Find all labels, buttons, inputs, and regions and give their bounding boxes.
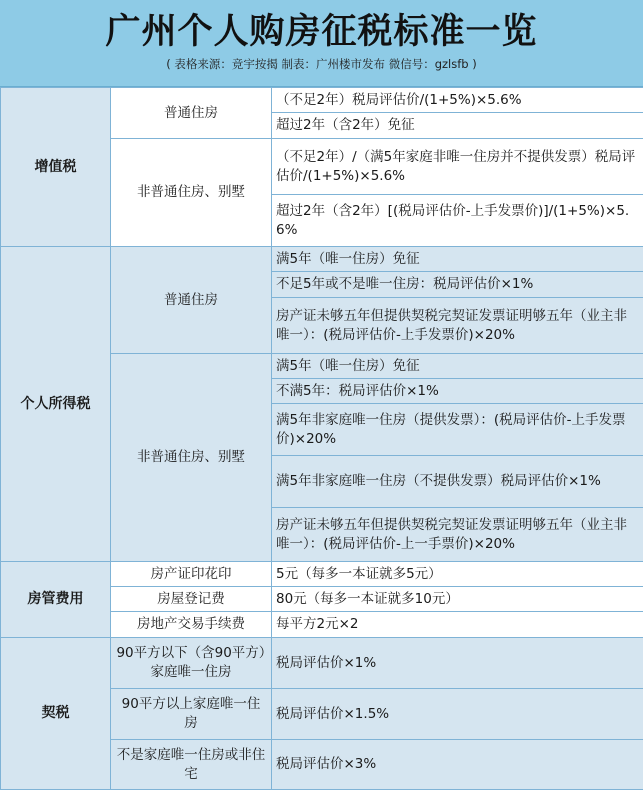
deed-tax-label: 90平方以下（含90平方）家庭唯一住房	[111, 638, 272, 689]
table-row	[1, 247, 643, 272]
income-ordinary-rule: 满5年（唯一住房）免征	[272, 247, 643, 272]
housing-fee-rule: 80元（每多一本证就多10元）	[272, 587, 643, 612]
housing-fee-label: 房屋登记费	[111, 587, 272, 612]
income-non-ordinary-rule: 不满5年：税局评估价×1%	[272, 379, 643, 404]
vat-non-ordinary-rule: 超过2年（含2年）[(税局评估价-上手发票价)]/(1+5%)×5.6%	[272, 195, 643, 247]
vat-non-ordinary-label: 非普通住房、别墅	[111, 139, 272, 247]
income-ordinary-rule: 房产证未够五年但提供契税完契证发票证明够五年（业主非唯一）：(税局评估价-上手发票价)×20%	[272, 298, 643, 354]
deed-tax-label: 90平方以上家庭唯一住房	[111, 689, 272, 740]
income-non-ordinary-rule: 满5年非家庭唯一住房（不提供发票）税局评估价×1%	[272, 456, 643, 508]
deed-tax-rule: 税局评估价×1%	[272, 638, 643, 689]
housing-fee-rule: 每平方2元×2	[272, 612, 643, 638]
income-non-ordinary-rule: 房产证未够五年但提供契税完契证发票证明够五年（业主非唯一）：(税局评估价-上一手票价)×20%	[272, 508, 643, 562]
vat-ordinary-label: 普通住房	[111, 88, 272, 139]
income-non-ordinary-label: 非普通住房、别墅	[111, 354, 272, 562]
deed-tax-rule: 税局评估价×1.5%	[272, 689, 643, 740]
category-vat: 增值税	[1, 88, 111, 247]
income-non-ordinary-rule: 满5年非家庭唯一住房（提供发票）：(税局评估价-上手发票价)×20%	[272, 404, 643, 456]
deed-tax-label: 不是家庭唯一住房或非住宅	[111, 740, 272, 790]
housing-fee-label: 房地产交易手续费	[111, 612, 272, 638]
housing-fee-rule: 5元（每多一本证就多5元）	[272, 562, 643, 587]
table-row	[1, 562, 643, 587]
deed-tax-rule: 税局评估价×3%	[272, 740, 643, 790]
income-ordinary-rule: 不足5年或不是唯一住房：税局评估价×1%	[272, 272, 643, 298]
housing-fee-label: 房产证印花印	[111, 562, 272, 587]
category-housing-fee: 房管费用	[1, 562, 111, 638]
table-row	[1, 88, 643, 113]
table-row	[1, 638, 643, 689]
tax-table	[0, 87, 643, 790]
header-banner	[0, 0, 643, 87]
income-non-ordinary-rule: 满5年（唯一住房）免征	[272, 354, 643, 379]
vat-non-ordinary-rule: （不足2年）/（满5年家庭非唯一住房并不提供发票）税局评估价/(1+5%)×5.6%	[272, 139, 643, 195]
source-subtitle: ( 表格来源：竞宇按揭 制表：广州楼市发布 微信号：gzlsfb )	[166, 57, 477, 71]
category-income-tax: 个人所得税	[1, 247, 111, 562]
category-deed-tax: 契税	[1, 638, 111, 790]
page-title: 广州个人购房征税标准一览	[105, 12, 538, 52]
vat-ordinary-rule: （不足2年）税局评估价/(1+5%)×5.6%	[272, 88, 643, 113]
income-ordinary-label: 普通住房	[111, 247, 272, 354]
vat-ordinary-rule: 超过2年（含2年）免征	[272, 113, 643, 139]
